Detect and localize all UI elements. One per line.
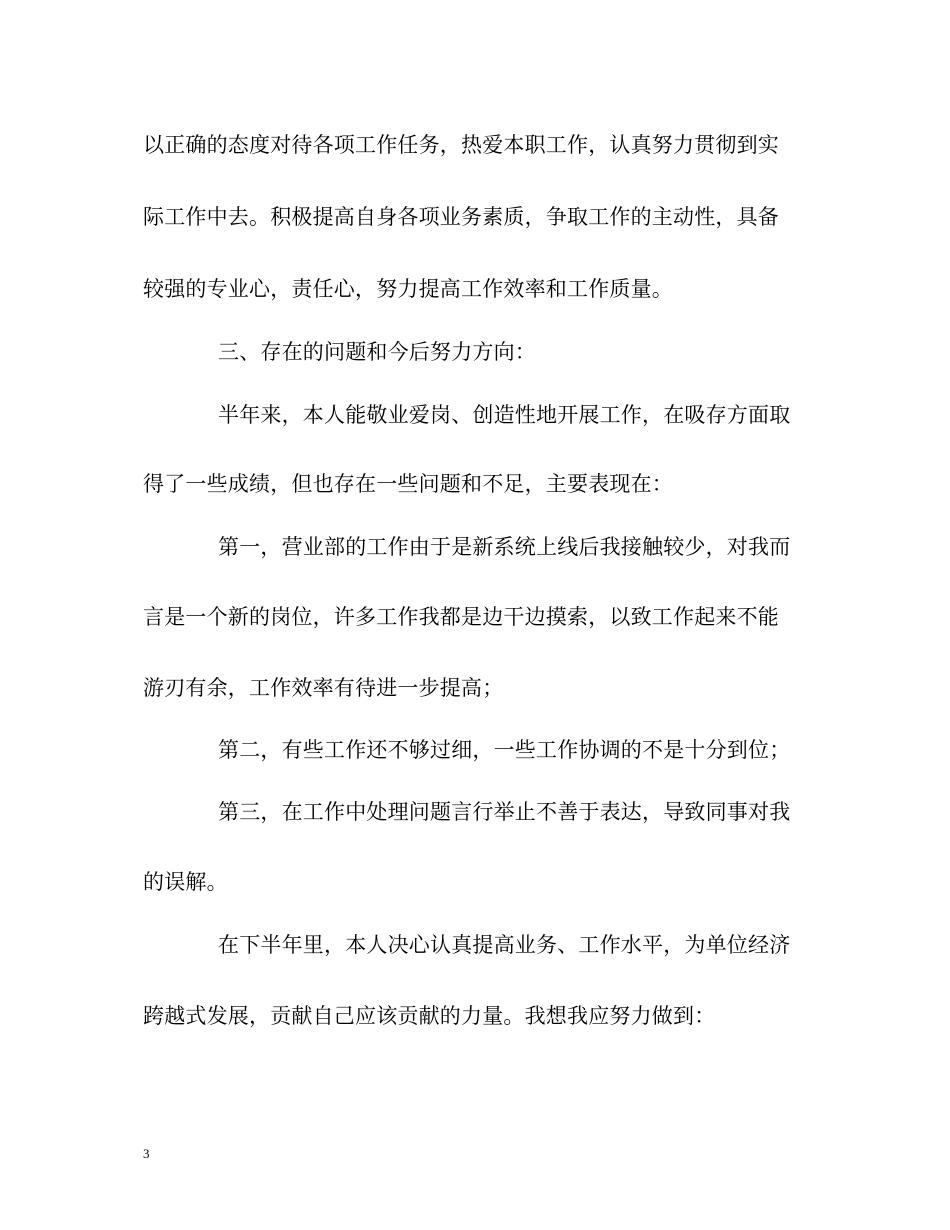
body-text-line: 在下半年里，本人决心认真提高业务、工作水平，为单位经济: [218, 933, 791, 957]
body-text-line: 际工作中去。积极提高自身各项业务素质，争取工作的主动性，具备: [143, 205, 779, 229]
body-text-line: 跨越式发展，贡献自己应该贡献的力量。我想我应努力做到：: [143, 1004, 716, 1028]
body-text-line: 半年来，本人能敬业爱岗、创造性地开展工作，在吸存方面取: [218, 403, 791, 427]
section-heading: 三、存在的问题和今后努力方向：: [218, 340, 536, 364]
body-text-line: 的误解。: [143, 870, 228, 894]
page-number: 3: [143, 1146, 150, 1161]
body-text-line: 得了一些成绩，但也存在一些问题和不足，主要表现在：: [143, 472, 673, 496]
body-text-line: 游刃有余，工作效率有待进一步提高；: [143, 676, 504, 700]
body-text-line: 较强的专业心，责任心，努力提高工作效率和工作质量。: [143, 277, 673, 301]
body-text-line: 第一，营业部的工作由于是新系统上线后我接触较少，对我而: [218, 535, 791, 559]
body-text-line: 言是一个新的岗位，许多工作我都是边干边摸索，以致工作起来不能: [143, 605, 779, 629]
body-text-line: 第三，在工作中处理问题言行举止不善于表达，导致同事对我: [218, 800, 791, 824]
body-text-line: 以正确的态度对待各项工作任务，热爱本职工作，认真努力贯彻到实: [143, 133, 779, 157]
body-text-line: 第二，有些工作还不够过细，一些工作协调的不是十分到位；: [218, 738, 791, 762]
